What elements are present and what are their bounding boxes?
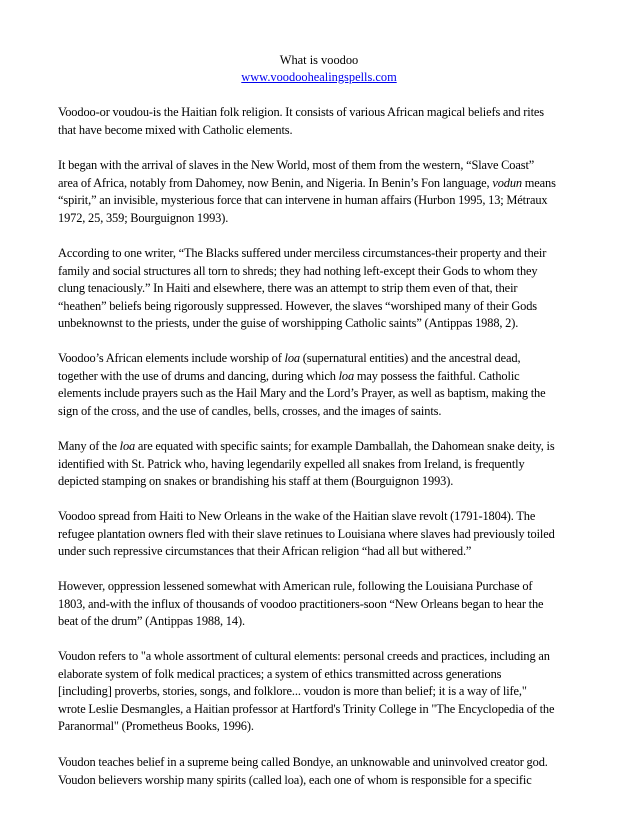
text-run: (supernatural entities) and the ancestral dead, [299, 351, 521, 365]
paragraph-6 [58, 508, 586, 561]
text-line: [including] proverbs, stories, songs, and folklore... voudon is more than belief; it is a way of life," [58, 684, 527, 699]
term-loa: loa [284, 351, 300, 365]
text-line: Voudon teaches belief in a supreme being called Bondye, an unknowable and uninvolved creator god. [58, 755, 548, 769]
text-run: means [522, 175, 556, 190]
text-line [58, 175, 586, 193]
text-line: elaborate system of folk medical practices; a system of ethics transmitted across generations [58, 666, 502, 681]
text-line: Voudon believers worship many spirits (called loa), each one of whom is responsible for a specific [58, 772, 532, 787]
term-loa: loa [119, 439, 136, 453]
website-link[interactable]: www.voodoohealingspells.com [241, 70, 397, 84]
paragraph-5 [58, 438, 586, 491]
text-line: Paranormal" (Prometheus Books, 1996). [58, 719, 254, 734]
text-line: that have become mixed with Catholic elements. [58, 122, 293, 137]
text-run: area of Africa, notably from Dahomey, now Benin, and Nigeria. In Benin’s Fon language, [58, 175, 493, 190]
text-line: 1803, and-with the influx of thousands of voodoo practitioners-soon “New Orleans began to hear the [58, 596, 544, 611]
document-title: What is voodoo [279, 53, 359, 67]
text-line [58, 350, 586, 368]
text-run: Many of the [58, 439, 120, 453]
text-line: However, oppression lessened somewhat with American rule, following the Louisiana Purchase of [58, 579, 533, 593]
text-run: Voodoo’s African elements include worship of [58, 351, 285, 365]
document-header [0, 52, 638, 86]
text-run: together with the use of drums and dancing, during which [58, 368, 339, 383]
paragraph-2 [58, 157, 586, 227]
paragraph-1 [58, 104, 586, 139]
text-run: are equated with specific saints; for example Damballah, the Dahomean snake deity, is [135, 439, 555, 453]
text-line: According to one writer, “The Blacks suffered under merciless circumstances-their property and their [58, 246, 547, 260]
text-line: wrote Leslie Desmangles, a Haitian professor at Hartford's Trinity College in "The Encyclopedia of the [58, 701, 555, 716]
text-line: family and social structures all torn to shreds; they had nothing left-except their Gods to whom they [58, 263, 538, 278]
text-line: Voodoo spread from Haiti to New Orleans in the wake of the Haitian slave revolt (1791-1804). The [58, 509, 536, 523]
text-line: 1972, 25, 359; Bourguignon 1993). [58, 210, 229, 225]
text-run: may possess the faithful. Catholic [354, 368, 520, 383]
text-line: beat of the drum” (Antippas 1988, 14). [58, 614, 245, 629]
paragraph-8 [58, 648, 586, 736]
term-loa: loa [338, 368, 355, 383]
text-line [58, 368, 586, 386]
paragraph-7 [58, 578, 586, 631]
text-line: clung tenaciously.” In Haiti and elsewhere, there was an attempt to strip them even of that, their [58, 281, 518, 296]
text-line: identified with St. Patrick who, having legendarily expelled all snakes from Ireland, is frequently [58, 456, 525, 471]
text-line [58, 438, 586, 456]
term-vodun: vodun [492, 175, 522, 190]
text-line: elements include prayers such as the Hail Mary and the Lord’s Prayer, as well as baptism, making the [58, 386, 546, 401]
text-line: It began with the arrival of slaves in the New World, most of them from the western, “Slave Coast” [58, 158, 535, 172]
paragraph-9 [58, 754, 586, 789]
text-line: unbeknownst to the priests, under the guise of worshipping Catholic saints” (Antippas 1988, 2). [58, 316, 519, 331]
text-line: Voodoo-or voudou-is the Haitian folk religion. It consists of various African magical beliefs and rites [58, 105, 544, 119]
paragraph-3 [58, 245, 586, 333]
text-line: sign of the cross, and the use of candles, bells, crosses, and the images of saints. [58, 403, 442, 418]
text-line: Voudon refers to "a whole assortment of cultural elements: personal creeds and practices, including an [58, 649, 550, 663]
text-line: under such repressive circumstances that their African religion “had all but withered.” [58, 544, 472, 559]
text-line: “spirit,” an invisible, mysterious force that can intervene in human affairs (Hurbon 1995, 13; Métraux [58, 193, 548, 208]
paragraph-4 [58, 350, 586, 420]
text-line: depicted stamping on snakes or brandishing his staff at them (Bourguignon 1993). [58, 474, 454, 489]
text-line: refugee plantation owners fled with their slave retinues to Louisiana where slaves had previously toiled [58, 526, 555, 541]
text-line: “heathen” beliefs being rigorously suppressed. However, the slaves “worshiped many of their Gods [58, 298, 538, 313]
